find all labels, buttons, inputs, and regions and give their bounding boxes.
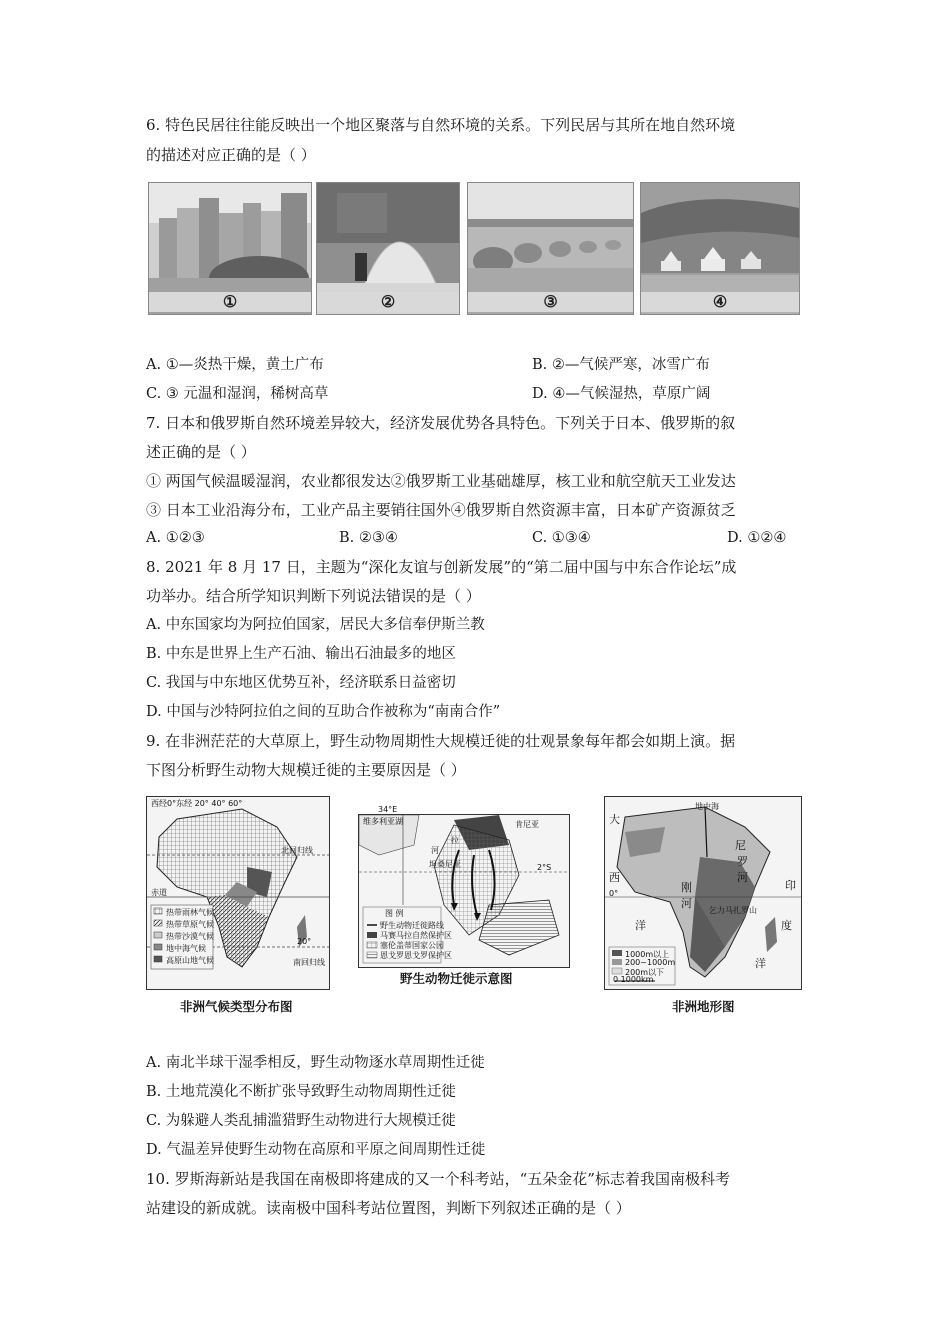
- photo-4-label: ④: [641, 292, 799, 312]
- map3-legend-2: 200~1000m: [625, 958, 676, 967]
- map1-equator: 赤道: [151, 888, 167, 897]
- q7-stem-line2: 述正确的是（ ）: [146, 443, 256, 461]
- photo-2-label: ②: [317, 292, 459, 312]
- map3-luo: 罗: [737, 855, 748, 868]
- photo-1-label: ①: [149, 292, 311, 312]
- photo-4-yurts: [640, 182, 800, 315]
- africa-terrain-map: [604, 796, 802, 990]
- map3-mediterranean: 地中海: [695, 802, 719, 811]
- q6-stem-line2: 的描述对应正确的是（ ）: [146, 146, 316, 164]
- q10-stem-line1: 10. 罗斯海新站是我国在南极即将建成的又一个科考站，“五朵金花”标志着我国南极科考: [146, 1170, 730, 1188]
- map1-legend-2: 热带草原气候: [166, 920, 214, 929]
- map3-he: 河: [737, 871, 748, 884]
- map1-tropic-north: 北回归线: [281, 846, 313, 855]
- map1-top-labels: 西经0°东经 20° 40° 60°: [151, 799, 243, 808]
- photo-2-igloo: [316, 182, 460, 315]
- migration-map: [358, 814, 570, 968]
- q6-stem-line1: 6. 特色民居往往能反映出一个地区聚落与自然环境的关系。下列民居与其所在地自然环境: [146, 116, 736, 134]
- map1-legend-5: 高原山地气候: [166, 956, 214, 965]
- map3-du: 度: [781, 919, 792, 932]
- q6-option-b[interactable]: B. ②—气候严寒，冰雪广布: [532, 357, 710, 373]
- map1-caption: 非洲气候类型分布图: [180, 999, 293, 1014]
- map2-legend-2: 马赛马拉自然保护区: [380, 931, 452, 940]
- map3-kilimanjaro: 乞力马扎罗山: [709, 906, 757, 915]
- map3-yang-west: 洋: [635, 919, 646, 932]
- q7-option-b[interactable]: B. ②③④: [339, 530, 398, 546]
- q7-option-a[interactable]: A. ①②③: [146, 530, 205, 546]
- map2-caption: 野生动物迁徙示意图: [400, 971, 513, 986]
- q9-option-d[interactable]: D. 气温差异使野生动物在高原和平原之间周期性迁徙: [146, 1142, 486, 1158]
- map3-gang: 刚: [681, 881, 692, 894]
- map1-legend-3: 热带沙漠气候: [166, 932, 214, 941]
- q8-stem-line1: 8. 2021 年 8 月 17 日，主题为“深化友谊与创新发展”的“第二届中国与中东合作论坛”成: [146, 558, 737, 576]
- q6-option-d[interactable]: D. ④—气候湿热，草原广阔: [532, 386, 711, 402]
- map3-legend-1: 1000m以上: [625, 950, 670, 959]
- map2-lon: 34°E: [378, 805, 398, 814]
- map2-tanzania: 坦桑尼亚: [429, 860, 461, 869]
- q8-option-c[interactable]: C. 我国与中东地区优势互补，经济联系日益密切: [146, 675, 456, 691]
- q8-option-a[interactable]: A. 中东国家均为阿拉伯国家，居民大多信奉伊斯兰教: [146, 617, 485, 633]
- q8-option-b[interactable]: B. 中东是世界上生产石油、输出石油最多的地区: [146, 646, 456, 662]
- q7-statement-line2: ③ 日本工业沿海分布，工业产品主要销往国外④俄罗斯自然资源丰富，日本矿产资源贫乏: [146, 501, 736, 519]
- map2-lake: 维多利亚湖: [363, 817, 403, 826]
- map3-scale: 0 1000km: [613, 975, 654, 984]
- map1-tropic-south: 南回归线: [293, 958, 325, 967]
- map2-lat: 2°S: [537, 863, 552, 872]
- photo-3-label: ③: [468, 292, 633, 312]
- q7-stem-line1: 7. 日本和俄罗斯自然环境差异较大，经济发展优势各具特色。下列关于日本、俄罗斯的叙: [146, 414, 736, 432]
- q9-option-a[interactable]: A. 南北半球干湿季相反，野生动物逐水草周期性迁徙: [146, 1055, 485, 1071]
- map2-legend-3: 塞伦盖蒂国家公园: [380, 941, 444, 950]
- q7-option-d[interactable]: D. ①②④: [727, 530, 787, 546]
- q9-option-b[interactable]: B. 土地荒漠化不断扩张导致野生动物周期性迁徙: [146, 1084, 456, 1100]
- map3-da: 大: [609, 813, 620, 826]
- q9-option-c[interactable]: C. 为躲避人类乱捕滥猎野生动物进行大规模迁徙: [146, 1113, 456, 1129]
- map3-lat0: 0°: [609, 889, 619, 898]
- q8-stem-line2: 功举办。结合所学知识判断下列说法错误的是（ ）: [146, 587, 481, 605]
- map3-yang-east: 洋: [755, 957, 766, 970]
- q6-option-a[interactable]: A. ①—炎热干燥，黄土广布: [146, 357, 324, 373]
- q9-stem-line1: 9. 在非洲茫茫的大草原上，野生动物周期性大规模迁徙的壮观景象每年都会如期上演。据: [146, 732, 736, 750]
- map1-legend-4: 地中海气候: [166, 944, 206, 953]
- q7-statement-line1: ① 两国气候温暖湿润，农业都很发达②俄罗斯工业基础雄厚，核工业和航空航天工业发达: [146, 472, 736, 490]
- map2-legend-1: 野生动物迁徙路线: [380, 921, 444, 930]
- map3-he2: 河: [681, 897, 692, 910]
- map1-legend-1: 热带雨林气候: [166, 908, 214, 917]
- q6-option-c[interactable]: C. ③ 元温和湿润，稀树高草: [146, 386, 329, 402]
- q9-stem-line2: 下图分析野生动物大规模迁徙的主要原因是（ ）: [146, 761, 466, 779]
- q8-option-d[interactable]: D. 中国与沙特阿拉伯之间的互助合作被称为“南南合作”: [146, 704, 501, 720]
- map2-la: 拉: [451, 836, 459, 845]
- photo-1-earthen-towers: [148, 182, 312, 315]
- map2-legend-4: 恩戈罗恩戈罗保护区: [380, 951, 452, 960]
- africa-climate-map: [146, 796, 330, 990]
- map2-he: 河: [431, 846, 439, 855]
- map3-legend-3: 200m以下: [625, 968, 665, 977]
- map1-lon20: 20°: [297, 937, 312, 946]
- q10-stem-line2: 站建设的新成就。读南极中国科考站位置图，判断下列叙述正确的是（ ）: [146, 1199, 631, 1217]
- q7-option-c[interactable]: C. ①③④: [532, 530, 591, 546]
- map3-yin: 印: [785, 879, 796, 892]
- map2-legend-title: 图 例: [385, 909, 404, 918]
- map3-ni: 尼: [735, 839, 746, 852]
- photo-3-grass-huts: [467, 182, 634, 315]
- map2-kenya: 肯尼亚: [515, 820, 539, 829]
- map3-xi: 西: [609, 871, 620, 884]
- map3-caption: 非洲地形图: [672, 999, 735, 1014]
